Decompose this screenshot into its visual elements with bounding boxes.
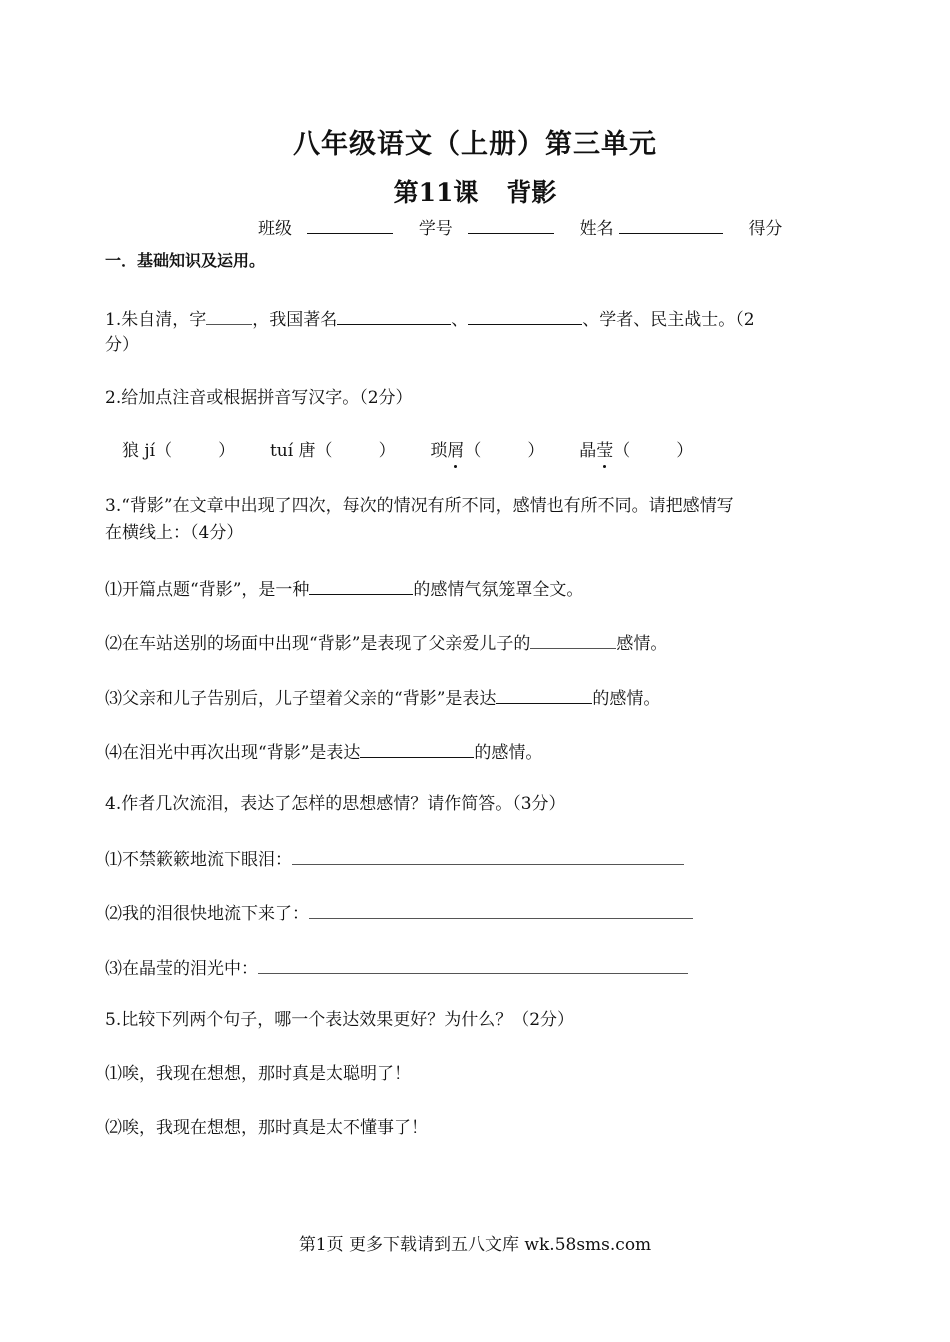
name-label: 姓名	[579, 219, 614, 239]
q3-sub-3: ⑶父亲和儿子告别后，儿子望着父亲的“背影”是表达 的感情。	[105, 686, 660, 710]
question-1	[105, 307, 755, 331]
q1-text-3: 、学者、民主战士。（2	[582, 310, 755, 330]
q4-answer-line-2[interactable]	[309, 901, 693, 919]
q2-dotted-char-3: 屑	[447, 441, 465, 461]
q2-item-2: tuí 唐（ ）	[269, 441, 396, 461]
question-4: 4.作者几次流泪，表达了怎样的思想感情？请作简答。（3分）	[105, 794, 566, 814]
lesson-number: 第11课	[393, 178, 479, 207]
page-footer: 第1页 更多下载请到五八文库 wk.58sms.com	[298, 1235, 652, 1255]
q4-answer-line-3[interactable]	[258, 956, 688, 974]
question-3-cont: 在横线上：（4分）	[105, 523, 244, 543]
score-label: 得分	[748, 219, 783, 239]
q2-dotted-char-4: 莹	[596, 441, 614, 461]
q1-blank-profession-2[interactable]	[468, 307, 582, 325]
student-info-line	[258, 214, 782, 239]
q5-sub-1: ⑴唉，我现在想想，那时真是太聪明了！	[105, 1064, 411, 1084]
q3-sub-4: ⑷在泪光中再次出现“背影”是表达 的感情。	[105, 740, 542, 764]
q2-item-1: 狼 jí（ ）	[122, 441, 236, 461]
q3-sub-1: ⑴开篇点题“背影”，是一种 的感情气氛笼罩全文。	[105, 577, 583, 601]
lesson-name: 背影	[506, 178, 557, 207]
q4-sub-3: ⑶在晶莹的泪光中：	[105, 956, 688, 980]
q5-sub-2: ⑵唉，我现在想想，那时真是太不懂事了！	[105, 1118, 428, 1138]
student-id-label: 学号	[418, 219, 453, 239]
page-title: 八年级语文（上册）第三单元	[293, 129, 657, 160]
section-heading: 一．基础知识及运用。	[105, 251, 266, 270]
question-3: 3.“背影”在文章中出现了四次，每次的情况有所不同，感情也有所不同。请把感情写	[105, 496, 734, 516]
q1-blank-courtesy-name[interactable]	[206, 307, 252, 325]
class-label: 班级	[258, 219, 292, 239]
q3-blank-3[interactable]	[496, 686, 592, 704]
class-field[interactable]	[307, 215, 393, 234]
student-id-field[interactable]	[468, 215, 554, 234]
q3-sub-2: ⑵在车站送别的场面中出现“背影”是表现了父亲爱儿子的 感情。	[105, 631, 667, 655]
q3-blank-2[interactable]	[530, 631, 616, 649]
q1-sep: 、	[451, 310, 469, 330]
q1-text-2: ，我国著名	[252, 310, 338, 330]
question-1-cont: 分）	[105, 335, 139, 355]
q4-answer-line-1[interactable]	[292, 847, 684, 865]
question-5: 5.比较下列两个句子，哪一个表达效果更好？为什么？（2分）	[105, 1010, 575, 1030]
question-2-items	[122, 440, 693, 462]
q1-text-1: 1.朱自清，字	[105, 310, 207, 330]
q4-sub-1: ⑴不禁簌簌地流下眼泪：	[105, 847, 684, 871]
q2-item-3: 琐屑（ ）	[430, 441, 545, 461]
q3-blank-1[interactable]	[309, 577, 413, 595]
q4-sub-2: ⑵我的泪很快地流下来了：	[105, 901, 693, 925]
q3-blank-4[interactable]	[360, 740, 474, 758]
question-2: 2.给加点注音或根据拼音写汉字。（2分）	[105, 388, 413, 408]
q2-item-4: 晶莹（ ）	[579, 441, 694, 461]
lesson-title	[0, 173, 950, 209]
q1-blank-profession-1[interactable]	[337, 307, 451, 325]
name-field[interactable]	[619, 215, 723, 234]
